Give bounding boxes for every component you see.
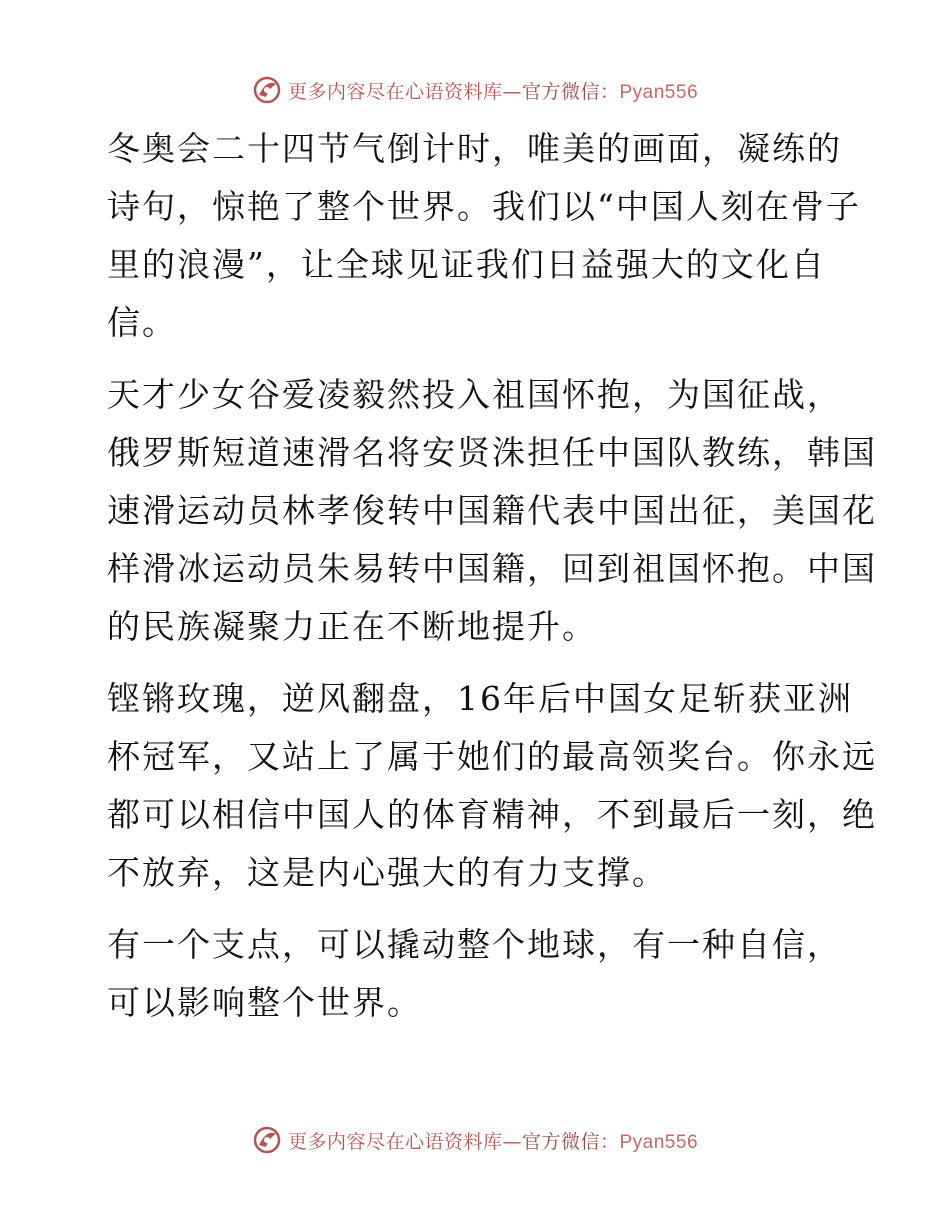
paragraph-line: 样滑冰运动员朱易转中国籍，回到祖国怀抱。中国: [107, 549, 877, 588]
paragraph-line: 杯冠军，又站上了属于她们的最高领奖台。你永远: [107, 737, 877, 776]
watermark-wechat-id: Pyan556: [619, 1131, 699, 1153]
paragraph-line: 速滑运动员林孝俊转中国籍代表中国出征，美国花: [107, 491, 877, 530]
paragraph-line: 有一个支点，可以撬动整个地球，有一种自信，: [107, 925, 842, 964]
paragraph-line: 信。: [107, 303, 177, 342]
paragraph-line: 里的浪漫”，让全球见证我们日益强大的文化自: [107, 245, 826, 284]
watermark-text: [288, 1127, 698, 1154]
paragraph-line: 不放弃，这是内心强大的有力支撑。: [107, 853, 667, 892]
watermark-text: [288, 77, 698, 104]
brand-logo-icon: [252, 75, 282, 105]
watermark-dash: —: [502, 1130, 522, 1153]
paragraph: [95, 120, 861, 352]
watermark-label: 官方微信：: [521, 1130, 620, 1153]
watermark-brand: 更多内容尽在心语资料库: [287, 80, 503, 103]
paragraph-line: 的民族凝聚力正在不断地提升。: [107, 607, 597, 646]
paragraph-line: 都可以相信中国人的体育精神，不到最后一刻，绝: [107, 795, 877, 834]
paragraph-line: 诗句，惊艳了整个世界。我们以“中国人刻在骨子: [107, 187, 861, 226]
watermark-label: 官方微信：: [521, 80, 620, 103]
paragraph-line: 铿锵玫瑰，逆风翻盘，16年后中国女足斩获亚洲: [107, 679, 853, 718]
header-watermark: [0, 70, 950, 110]
paragraph: [95, 916, 855, 1032]
paragraph: [95, 366, 877, 656]
paragraph-line: 天才少女谷爱凌毅然投入祖国怀抱，为国征战，: [107, 375, 842, 414]
footer-watermark: [0, 1120, 950, 1160]
brand-logo-icon: [252, 1125, 282, 1155]
paragraph: [95, 670, 877, 902]
article-body: [95, 120, 877, 1046]
watermark-brand: 更多内容尽在心语资料库: [287, 1130, 503, 1153]
watermark-wechat-id: Pyan556: [619, 81, 699, 103]
watermark-dash: —: [502, 80, 522, 103]
paragraph-line: 可以影响整个世界。: [107, 983, 422, 1022]
paragraph-line: 冬奥会二十四节气倒计时，唯美的画面，凝练的: [107, 129, 842, 168]
paragraph-line: 俄罗斯短道速滑名将安贤洙担任中国队教练，韩国: [107, 433, 877, 472]
